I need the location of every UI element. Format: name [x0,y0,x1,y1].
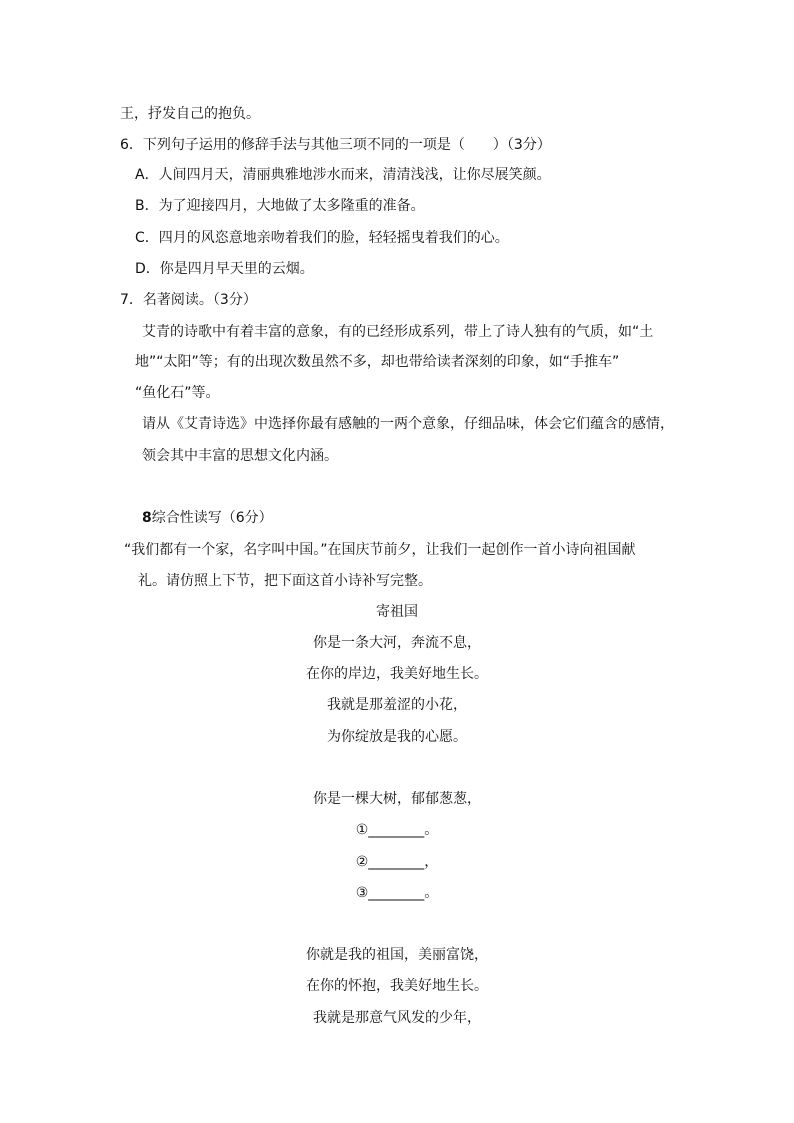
blank-1-punct: 。 [424,822,439,838]
question-6-option-d: D．你是四月早天里的云烟。 [135,261,314,277]
poem-stanza1-line1: 你是一条大河，奔流不息， [313,635,481,651]
poem-blank-1 [0,820,794,840]
blank-2-punct: ， [424,854,439,870]
blank-2-marker: ② [355,854,369,870]
question-7-para1-line1: 艾青的诗歌中有着丰富的意象，有的已经形成系列，带上了诗人独有的气质，如“土 [142,324,654,340]
poem-stanza1-line3: 我就是那羞涩的小花， [327,697,467,713]
question-6-option-c: C．四月的风恣意地亲吻着我们的脸，轻轻摇曳着我们的心。 [135,230,509,246]
question-8-title: 综合性读写（6分） [151,510,273,526]
question-7-stem: 7．名著阅读。（3分） [120,292,257,308]
question-8-heading [142,508,273,528]
poem-stanza3-line1: 你就是我的祖国，美丽富饶， [306,947,488,963]
blank-3-punct: 。 [424,885,439,901]
poem-title: 寄祖国 [376,604,418,620]
blank-3-line: ________ [368,885,425,901]
blank-1-marker: ① [355,822,369,838]
question-8-prompt-line1: “我们都有一个家，名字叫中国。”在国庆节前夕，让我们一起创作一首小诗向祖国献 [124,542,636,558]
question-7-para1-line3: “鱼化石”等。 [135,385,220,401]
poem-blank-2 [0,852,794,872]
poem-stanza3-line2: 在你的怀抱，我美好地生长。 [306,978,488,994]
question-7-para2-line2: 领会其中丰富的思想文化内涵。 [142,448,338,464]
question-8-prompt-line2: 礼。请仿照上下节，把下面这首小诗补写完整。 [138,573,432,589]
question-8-number: 8 [142,510,152,526]
question-6-stem: 6．下列句子运用的修辞手法与其他三项不同的一项是（ ）（3分） [120,137,551,153]
question-7-para1-line2: 地”“太阳”等；有的出现次数虽然不多，却也带给读者深刻的印象，如“手推车” [135,354,620,370]
blank-2-line: ________ [368,854,425,870]
poem-stanza3-line3: 我就是那意气风发的少年， [313,1010,481,1026]
question-7-para2-line1: 请从《艾青诗选》中选择你最有感触的一两个意象，仔细品味，体会它们蕴含的感情， [142,416,674,432]
poem-stanza1-line2: 在你的岸边，我美好地生长。 [306,666,488,682]
poem-stanza1-line4: 为你绽放是我的心愿。 [327,729,467,745]
blank-1-line: ________ [368,822,425,838]
poem-stanza2-line1: 你是一棵大树，郁郁葱葱， [313,791,481,807]
question-6-option-a: A．人间四月天，清丽典雅地涉水而来，清清浅浅，让你尽展笑颜。 [135,167,551,183]
poem-blank-3 [0,883,794,903]
blank-3-marker: ③ [355,885,369,901]
question-6-option-b: B．为了迎接四月，大地做了太多隆重的准备。 [135,198,425,214]
intro-tail-text: 王，抒发自己的抱负。 [120,106,260,122]
